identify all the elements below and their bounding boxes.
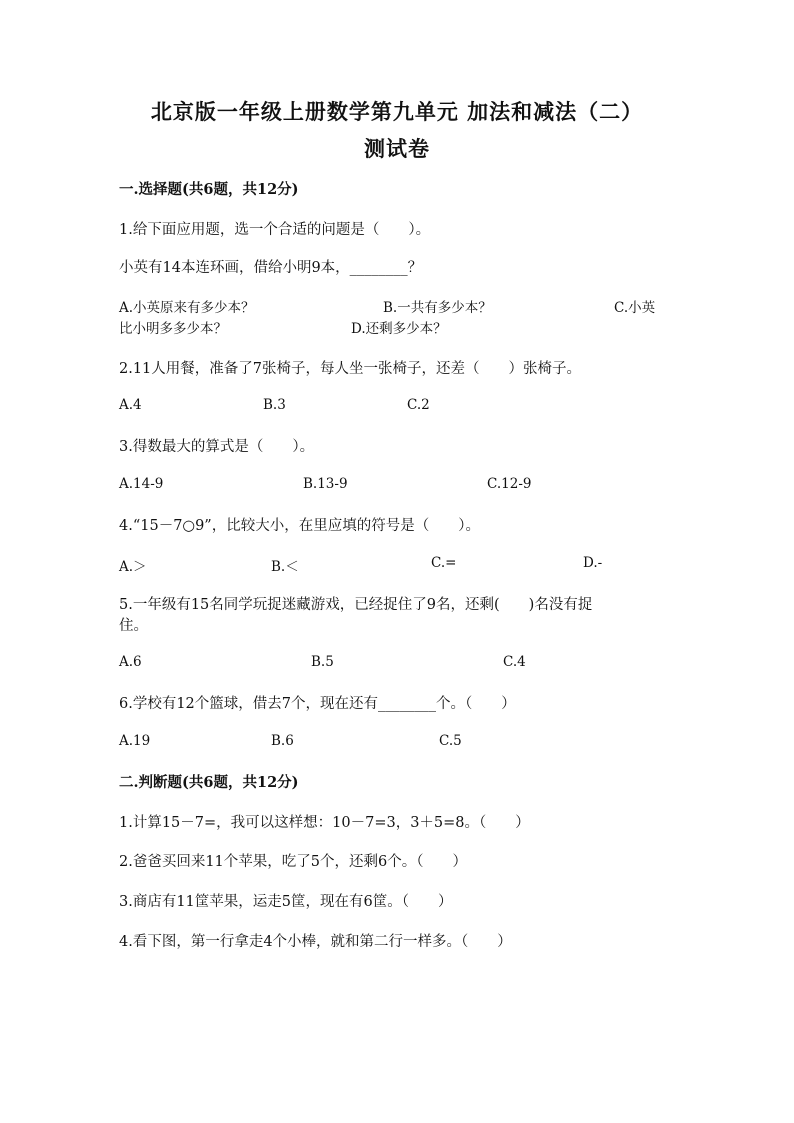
section-heading-judgement: 二.判断题(共6题，共12分) [119, 774, 299, 791]
judgement-question: 4.看下图，第一行拿走4个小棒，就和第二行一样多。（ ） [119, 934, 512, 950]
option-b: B.＜ [271, 559, 299, 575]
option-a: A.4 [119, 397, 142, 413]
option-c: C.2 [407, 397, 430, 413]
question-context: 小英有14本连环画，借给小明9本，________？ [119, 260, 423, 276]
question-stem: 3.得数最大的算式是（ ）。 [119, 439, 315, 455]
option-c: C.= [431, 555, 457, 571]
option-b: B.5 [311, 654, 334, 670]
option-a: A.＞ [119, 559, 147, 575]
question-stem-continued: 住。 [119, 618, 148, 634]
option-c-continued: 比小明多多少本？ [119, 321, 227, 337]
option-c: C.5 [439, 733, 462, 749]
question-stem: 4.“15－7○9”，比较大小，在里应填的符号是（ ）。 [119, 518, 480, 534]
option-c: C.小英 [614, 300, 656, 316]
option-b: B.一共有多少本？ [383, 300, 492, 316]
option-d: D.- [583, 555, 603, 571]
judgement-question: 1.计算15－7=，我可以这样想：10－7=3，3＋5=8。（ ） [119, 815, 530, 831]
option-a: A.6 [119, 654, 142, 670]
option-a: A.14-9 [119, 476, 164, 492]
option-c: C.4 [503, 654, 526, 670]
option-a: A.19 [119, 733, 151, 749]
question-stem: 2.11人用餐，准备了7张椅子，每人坐一张椅子，还差（ ）张椅子。 [119, 361, 582, 377]
document-title-line1: 北京版一年级上册数学第九单元 加法和减法（二） [150, 99, 644, 124]
option-b: B.13-9 [303, 476, 348, 492]
judgement-question: 2.爸爸买回来11个苹果，吃了5个，还剩6个。（ ） [119, 854, 467, 870]
option-c: C.12-9 [487, 476, 532, 492]
document-title-line2: 测试卷 [364, 136, 430, 161]
option-b: B.6 [271, 733, 294, 749]
option-b: B.3 [263, 397, 286, 413]
question-stem: 1.给下面应用题，选一个合适的问题是（ ）。 [119, 222, 431, 238]
section-heading-choice: 一.选择题(共6题，共12分) [119, 181, 299, 198]
judgement-question: 3.商店有11筐苹果，运走5筐，现在有6筐。（ ） [119, 894, 453, 910]
question-stem: 5.一年级有15名同学玩捉迷藏游戏，已经捉住了9名，还剩( )名没有捉 [119, 597, 593, 613]
option-d: D.还剩多少本？ [351, 321, 447, 337]
option-a: A.小英原来有多少本？ [119, 300, 255, 316]
question-stem: 6.学校有12个篮球，借去7个，现在还有________个。（ ） [119, 696, 516, 712]
